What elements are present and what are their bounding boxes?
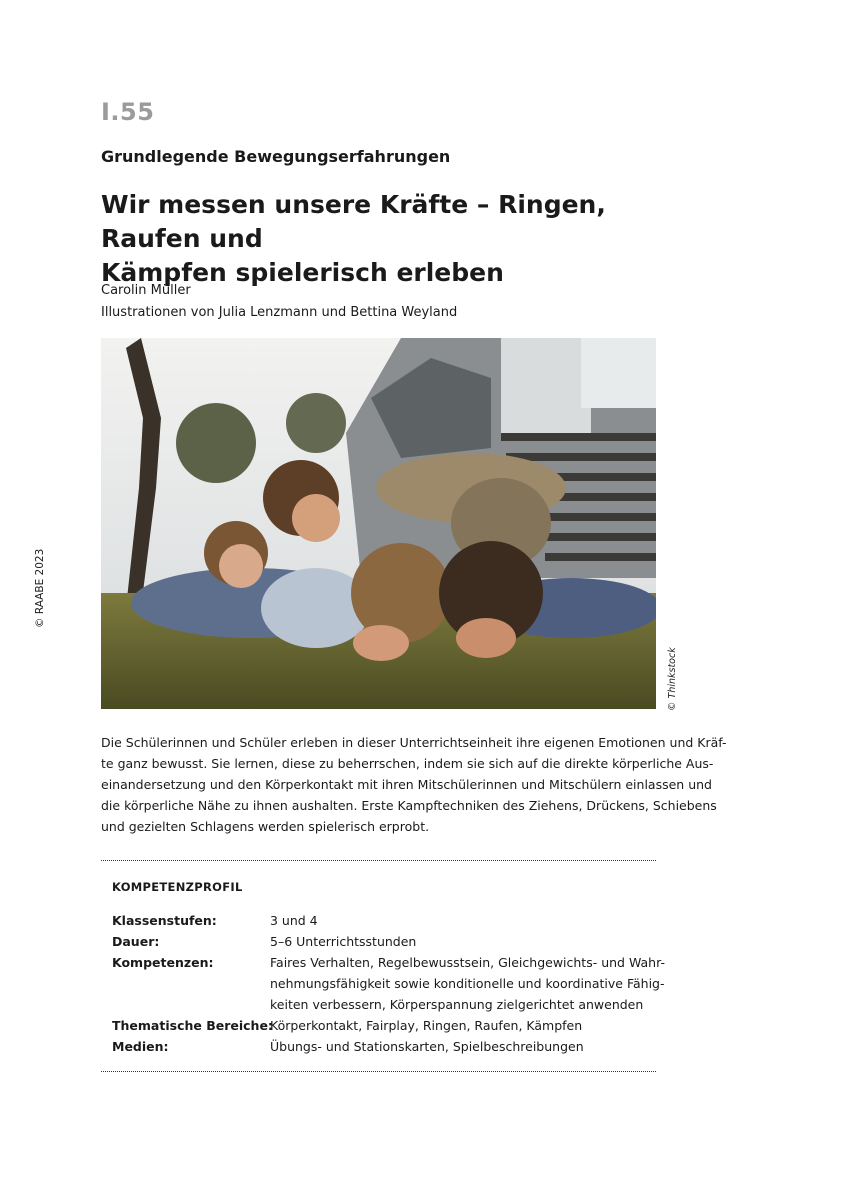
profile-value-line: 3 und 4 xyxy=(270,913,318,928)
intro-line: einandersetzung und den Körperkontakt mit ihren Mitschülerinnen und Mitschülern einlassen und xyxy=(101,777,712,792)
photo-illustration xyxy=(101,338,656,709)
profile-label: Kompetenzen: xyxy=(112,955,214,970)
photo-credit: © Thinkstock xyxy=(667,647,678,711)
profile-value xyxy=(270,1015,660,1036)
profile-value xyxy=(270,952,665,1015)
divider-top xyxy=(101,860,656,861)
profile-value-line: 5–6 Unterrichtsstunden xyxy=(270,934,417,949)
profile-value-line: nehmungsfähigkeit sowie konditionelle und koordinative Fähig- xyxy=(270,976,665,991)
title-line: Kämpfen spielerisch erleben xyxy=(101,258,504,287)
intro-paragraph xyxy=(101,732,727,837)
intro-line: te ganz bewusst. Sie lernen, diese zu beherrschen, indem sie sich auf die direkte körperliche Aus- xyxy=(101,756,714,771)
profile-label: Dauer: xyxy=(112,934,160,949)
profile-value-line: keiten verbessern, Körperspannung zielgerichtet anwenden xyxy=(270,997,644,1012)
subject-heading: Grundlegende Bewegungserfahrungen xyxy=(101,147,451,166)
profile-label: Medien: xyxy=(112,1039,169,1054)
page-title xyxy=(101,188,701,290)
profile-heading: KOMPETENZPROFIL xyxy=(112,880,243,894)
author-block xyxy=(101,280,457,324)
profile-value-line: Faires Verhalten, Regelbewusstsein, Gleichgewichts- und Wahr- xyxy=(270,955,665,970)
profile-value-line: Körperkontakt, Fairplay, Ringen, Raufen, Kämpfen xyxy=(270,1018,583,1033)
profile-value xyxy=(270,910,660,931)
author-name: Carolin Müller xyxy=(101,283,191,298)
profile-label: Thematische Bereiche: xyxy=(112,1018,273,1033)
profile-label: Klassenstufen: xyxy=(112,913,217,928)
page-number: I.55 xyxy=(101,98,155,126)
intro-line: die körperliche Nähe zu ihnen aushalten. Erste Kampftechniken des Ziehens, Drückens, Schiebens xyxy=(101,798,717,813)
profile-value xyxy=(270,1036,660,1057)
profile-value-line: Übungs- und Stationskarten, Spielbeschreibungen xyxy=(270,1039,584,1054)
intro-line: und gezielten Schlagens werden spielerisch erprobt. xyxy=(101,819,430,834)
cover-photo xyxy=(101,338,656,709)
title-line: Wir messen unsere Kräfte – Ringen, Raufen und xyxy=(101,190,606,253)
divider-bottom xyxy=(101,1071,656,1072)
profile-value xyxy=(270,931,660,952)
side-copyright: © RAABE 2023 xyxy=(34,548,46,628)
intro-line: Die Schülerinnen und Schüler erleben in dieser Unterrichtseinheit ihre eigenen Emotionen und Kräf- xyxy=(101,735,727,750)
illustrators: Illustrationen von Julia Lenzmann und Bettina Weyland xyxy=(101,305,458,320)
